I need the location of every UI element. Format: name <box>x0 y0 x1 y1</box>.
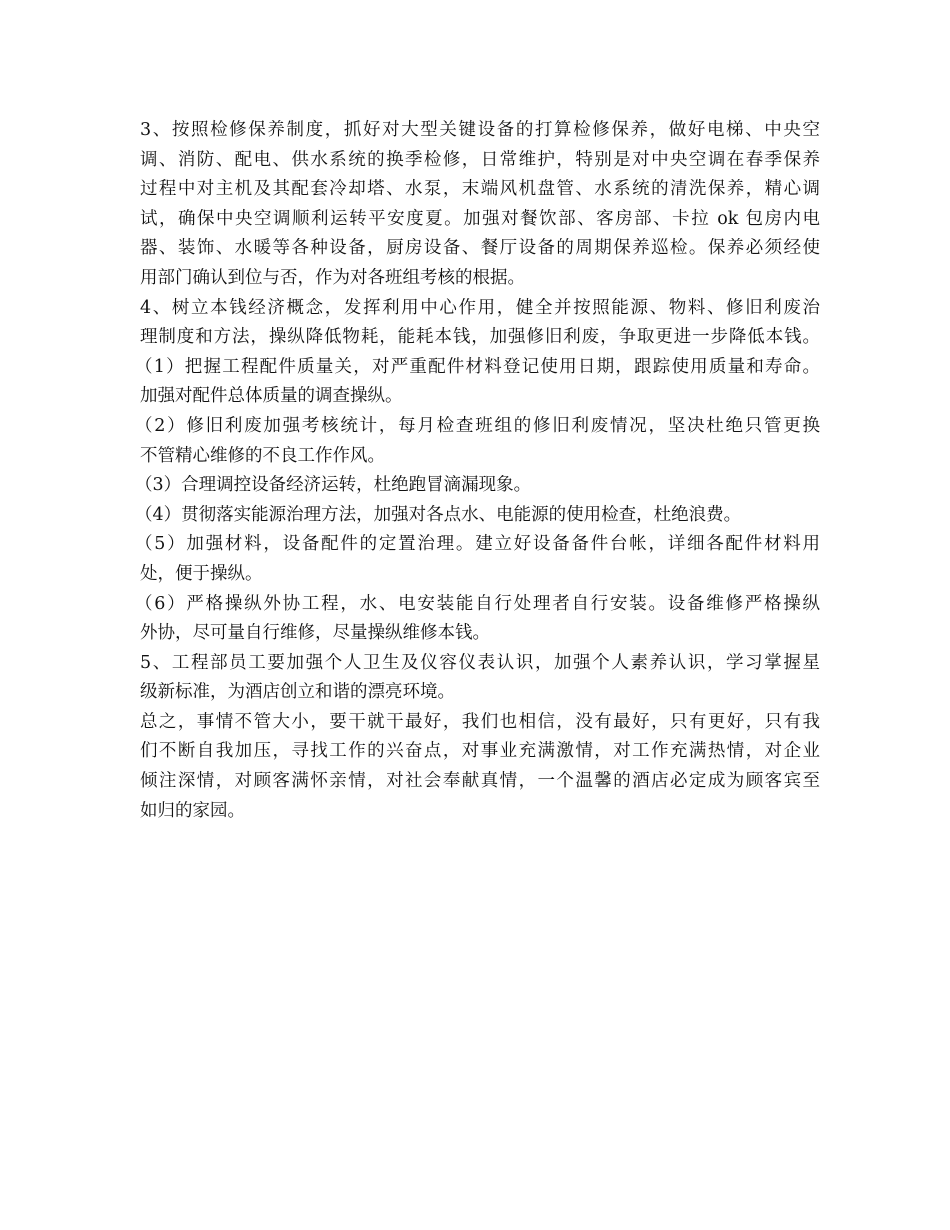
text-line: 不管精心维修的不良工作作风。 <box>140 445 385 466</box>
text-line: 理制度和方法，操纵降低物耗，能耗本钱，加强修旧利废，争取更进一步降低本钱。 <box>140 327 820 348</box>
text-line: 如归的家园。 <box>140 800 245 821</box>
text-line: 们不断自我加压，寻找工作的兴奋点，对事业充满激情，对工作充满热情，对企业 <box>140 741 820 762</box>
text-line: 过程中对主机及其配套冷却塔、水泵，末端风机盘管、水系统的清洗保养，精心调 <box>140 179 820 200</box>
text-line: 3、按照检修保养制度，抓好对大型关键设备的打算检修保养，做好电梯、中央空 <box>140 120 820 140</box>
text-line: （5）加强材料，设备配件的定置治理。建立好设备备件台帐，详细各配件材料用 <box>135 534 820 555</box>
document-body <box>135 116 820 826</box>
text-line: 用部门确认到位与否，作为对各班组考核的根据。 <box>140 267 525 288</box>
text-line: 调、消防、配电、供水系统的换季检修，日常维护，特别是对中央空调在春季保养 <box>140 149 820 170</box>
text-line: 倾注深情，对顾客满怀亲情，对社会奉献真情，一个温馨的酒店必定成为顾客宾至 <box>140 771 820 792</box>
text-line: （1）把握工程配件质量关，对严重配件材料登记使用日期，跟踪使用质量和寿命。 <box>135 356 820 377</box>
text-line: （4）贯彻落实能源治理方法，加强对各点水、电能源的使用检查，杜绝浪费。 <box>135 504 742 525</box>
text-line: 级新标准，为酒店创立和谐的漂亮环境。 <box>140 682 455 703</box>
text-line: 总之，事情不管大小，要干就干最好，我们也相信，没有最好，只有更好，只有我 <box>140 711 820 732</box>
text-line: 5、工程部员工要加强个人卫生及仪容仪表认识，加强个人素养认识，学习掌握星 <box>140 652 820 673</box>
text-line: 外协，尽可量自行维修，尽量操纵维修本钱。 <box>140 623 490 644</box>
text-line: 处，便于操纵。 <box>140 563 263 584</box>
text-line: （2）修旧利废加强考核统计，每月检查班组的修旧利废情况，坚决杜绝只管更换 <box>135 415 820 436</box>
text-line: 器、装饰、水暖等各种设备，厨房设备、餐厅设备的周期保养巡检。保养必须经使 <box>140 238 820 259</box>
text-line: （3）合理调控设备经济运转，杜绝跑冒滴漏现象。 <box>135 475 532 496</box>
text-line: （6）严格操纵外协工程，水、电安装能自行处理者自行安装。设备维修严格操纵 <box>135 593 820 614</box>
text-line: 加强对配件总体质量的调查操纵。 <box>140 386 403 407</box>
text-line: 4、树立本钱经济概念，发挥利用中心作用，健全并按照能源、物料、修旧利废治 <box>140 297 820 318</box>
text-line: 试，确保中央空调顺利运转平安度夏。加强对餐饮部、客房部、卡拉 ok 包房内电 <box>140 208 820 229</box>
